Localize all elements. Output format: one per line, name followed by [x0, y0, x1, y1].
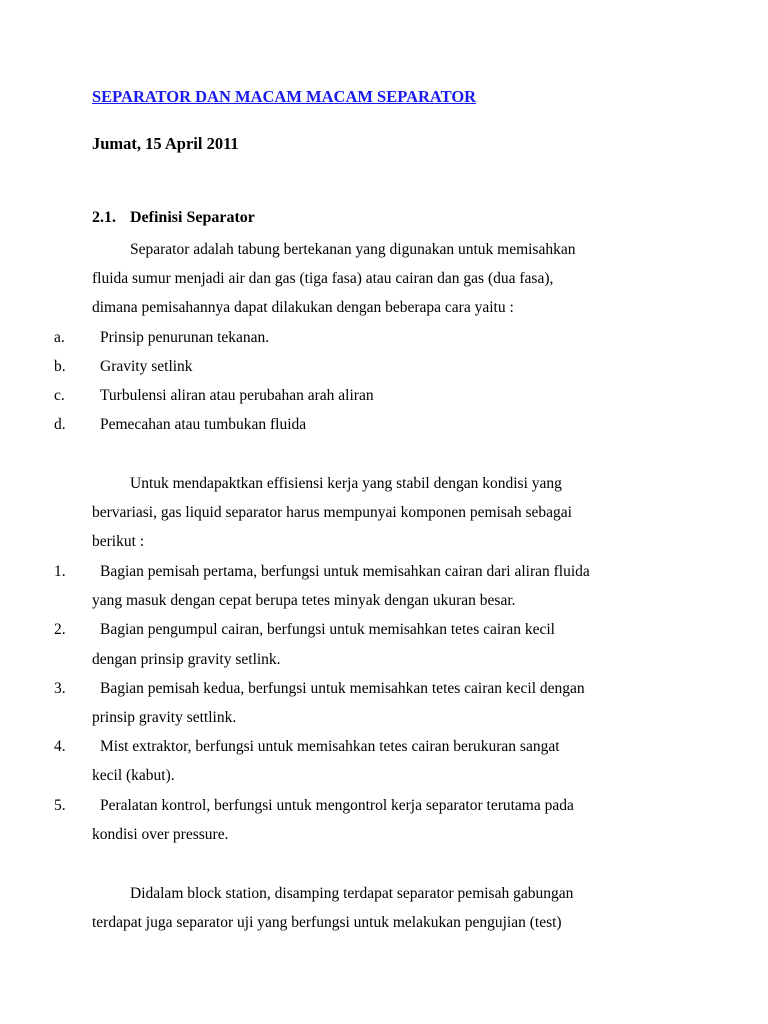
paragraph-line: Separator adalah tabung bertekanan yang digunakan untuk memisahkan [130, 241, 576, 258]
list-continuation: kecil (kabut). [92, 767, 175, 784]
paragraph-line: bervariasi, gas liquid separator harus mempunyai komponen pemisah sebagai [92, 504, 572, 521]
list-marker: 5. [54, 797, 66, 814]
paragraph-line: Untuk mendapaktkan effisiensi kerja yang stabil dengan kondisi yang [130, 475, 562, 492]
list-item [54, 328, 269, 348]
list-continuation: kondisi over pressure. [92, 826, 229, 843]
list-item [54, 620, 555, 640]
section-heading [92, 207, 255, 229]
list-text: Peralatan kontrol, berfungsi untuk mengontrol kerja separator terutama pada [100, 797, 574, 814]
list-text: Bagian pemisah pertama, berfungsi untuk memisahkan cairan dari aliran fluida [100, 563, 590, 580]
section-number: 2.1. [92, 209, 116, 226]
list-text: Prinsip penurunan tekanan. [100, 329, 270, 346]
paragraph-line: fluida sumur menjadi air dan gas (tiga fasa) atau cairan dan gas (dua fasa), [92, 270, 554, 287]
list-marker: 2. [54, 621, 66, 638]
document-title[interactable]: SEPARATOR DAN MACAM MACAM SEPARATOR [92, 87, 477, 106]
section-title: Definisi Separator [130, 209, 255, 226]
list-item [54, 562, 590, 582]
list-text: Pemecahan atau tumbukan fluida [100, 416, 307, 433]
list-item [54, 386, 374, 406]
list-continuation: dengan prinsip gravity setlink. [92, 651, 281, 668]
list-marker: c. [54, 387, 65, 404]
list-marker: 1. [54, 563, 66, 580]
list-marker: b. [54, 358, 66, 375]
paragraph-line: terdapat juga separator uji yang berfungsi untuk melakukan pengujian (test) [92, 914, 562, 931]
list-continuation: prinsip gravity settlink. [92, 709, 237, 726]
list-text: Bagian pengumpul cairan, berfungsi untuk memisahkan tetes cairan kecil [100, 621, 555, 638]
list-text: Mist extraktor, berfungsi untuk memisahkan tetes cairan berukuran sangat [100, 738, 560, 755]
list-marker: d. [54, 416, 66, 433]
list-marker: a. [54, 329, 65, 346]
list-item [54, 737, 560, 757]
list-item [54, 357, 193, 377]
list-item [54, 796, 574, 816]
paragraph-line: dimana pemisahannya dapat dilakukan dengan beberapa cara yaitu : [92, 299, 514, 316]
list-continuation: yang masuk dengan cepat berupa tetes minyak dengan ukuran besar. [92, 592, 516, 609]
list-text: Gravity setlink [100, 358, 193, 375]
list-item [54, 415, 306, 435]
paragraph-line: berikut : [92, 533, 145, 550]
list-marker: 3. [54, 680, 66, 697]
list-item [54, 679, 585, 699]
list-text: Turbulensi aliran atau perubahan arah aliran [100, 387, 374, 404]
paragraph-line: Didalam block station, disamping terdapat separator pemisah gabungan [130, 885, 574, 902]
post-date: Jumat, 15 April 2011 [92, 134, 239, 153]
list-text: Bagian pemisah kedua, berfungsi untuk memisahkan tetes cairan kecil dengan [100, 680, 585, 697]
list-marker: 4. [54, 738, 66, 755]
